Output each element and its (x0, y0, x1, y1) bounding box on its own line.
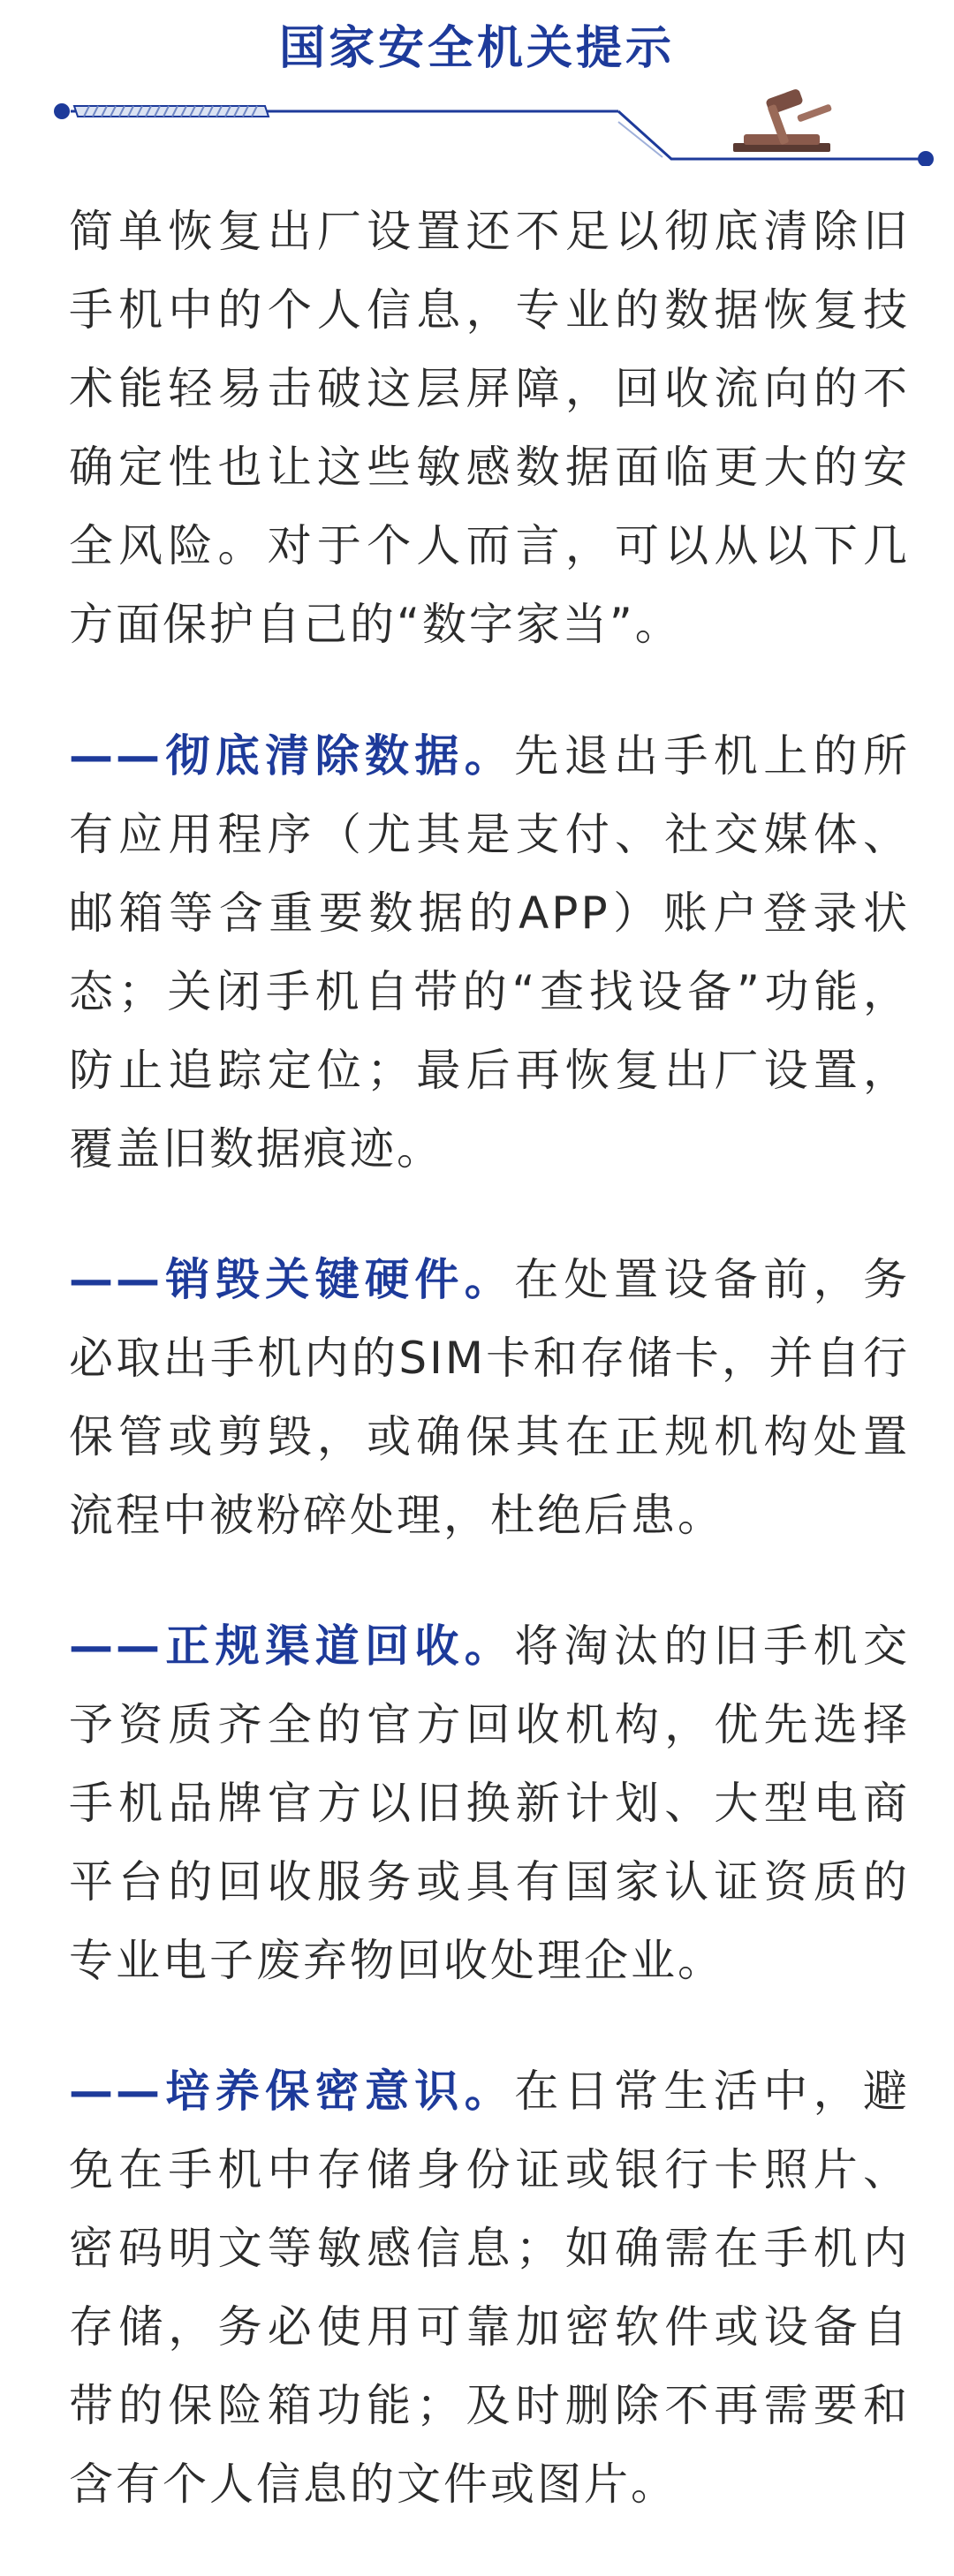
section-heading: ——销毁关键硬件。 (69, 1254, 515, 1305)
section-heading: ——培养保密意识。 (69, 2066, 515, 2117)
gavel-icon (733, 88, 832, 152)
section-heading: ——彻底清除数据。 (69, 730, 515, 782)
section-text: 在日常生活中，避免在手机中存储身份证或银行卡照片、密码明文等敏感信息；如确需在手机内存储，务必使用可靠加密软件或设备自带的保险箱功能；及时删除不再需要和含有个人信息的文件或图片。 (69, 2066, 911, 2510)
section-heading: ——正规渠道回收。 (69, 1620, 515, 1672)
header (0, 0, 954, 177)
section-destroy-hardware (69, 1241, 910, 1555)
title-divider (0, 87, 954, 166)
section-security-awareness (69, 2052, 910, 2524)
intro-paragraph: 简单恢复出厂设置还不足以彻底清除旧手机中的个人信息，专业的数据恢复技术能轻易击破这层屏障，回收流向的不确定性也让这些敏感数据面临更大的安全风险。对于个人而言，可以从以下几方面保护自己的“数字家当”。 (69, 206, 910, 650)
divider-left-dot (54, 103, 70, 119)
section-text: 将淘汰的旧手机交予资质齐全的官方回收机构，优先选择手机品牌官方以旧换新计划、大型电商平台的回收服务或具有国家认证资质的专业电子废弃物回收处理企业。 (69, 1620, 911, 1986)
divider-right-dot (918, 151, 934, 166)
page-title: 国家安全机关提示 (278, 22, 675, 75)
section-text: 先退出手机上的所有应用程序（尤其是支付、社交媒体、邮箱等含重要数据的APP）账户登录状态；关闭手机自带的“查找设备”功能，防止追踪定位；最后再恢复出厂设置，覆盖旧数据痕迹。 (69, 730, 911, 1175)
article-body (69, 193, 910, 2576)
section-official-recycling (69, 1607, 910, 2000)
section-clear-data (69, 717, 910, 1189)
section-text: 在处置设备前，务必取出手机内的SIM卡和存储卡，并自行保管或剪毁，或确保其在正规机构处置流程中被粉碎处理，杜绝后患。 (69, 1254, 911, 1541)
